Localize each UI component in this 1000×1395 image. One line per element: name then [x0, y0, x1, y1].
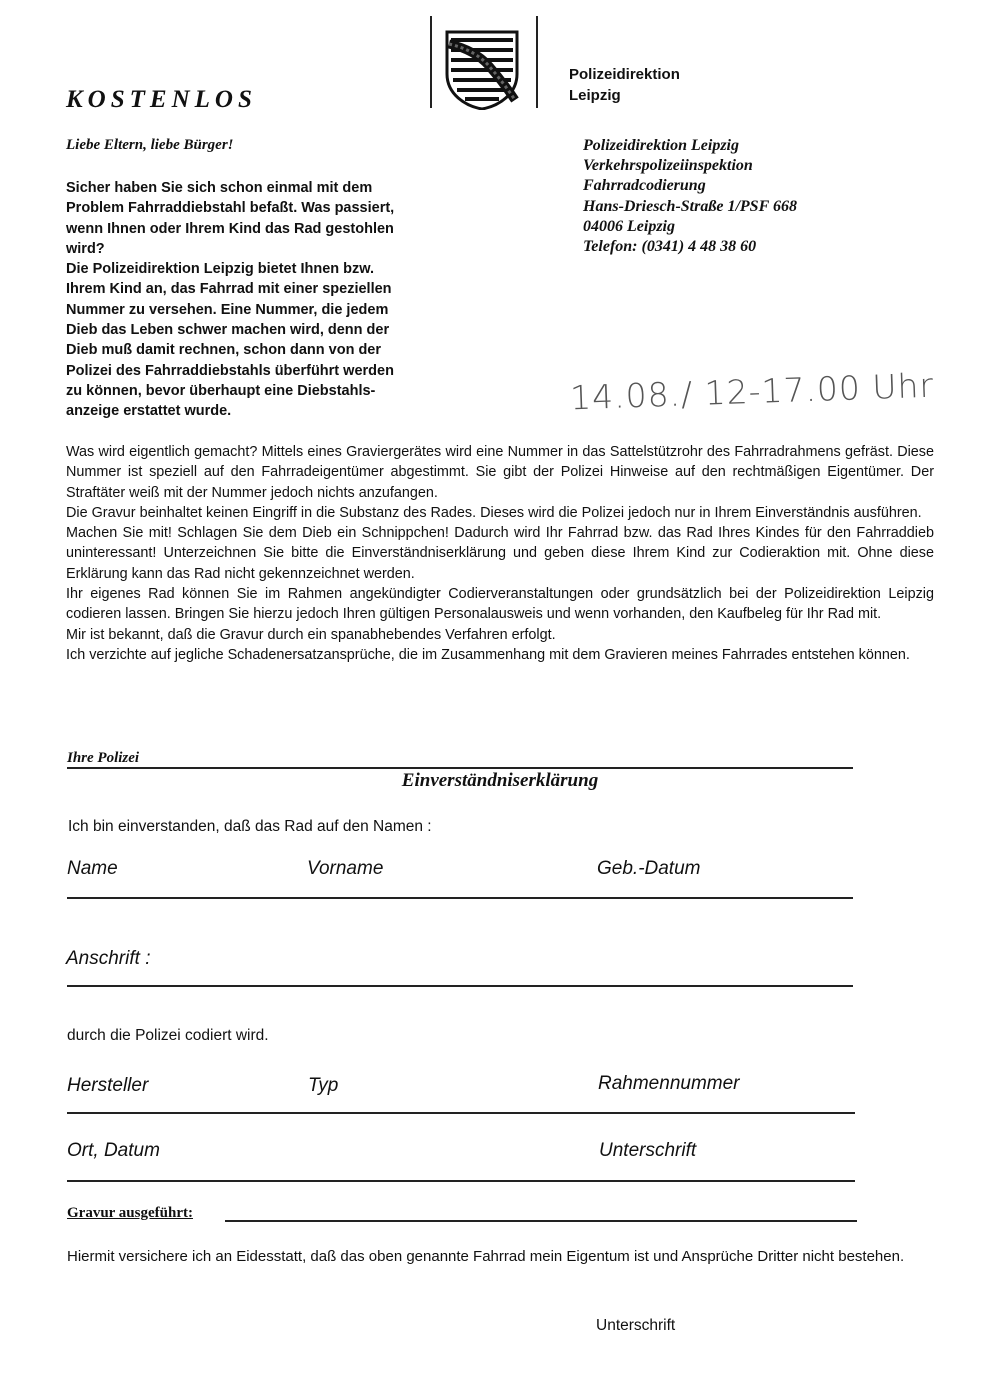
form-title: Einverständniserklärung — [401, 770, 599, 791]
body-paragraph: Ich verzichte auf jegliche Schadenersatzansprüche, die im Zusammenhang mit dem Gravieren meines Fahrrades entstehen können. — [66, 646, 910, 663]
authority-short-name — [569, 64, 680, 106]
intro-line: anzeige erstattet wurde. — [66, 403, 232, 420]
oath-text: Hiermit versichere ich an Eidesstatt, daß das oben genannte Fahrrad mein Eigentum ist und Ansprüche Dritter nicht bestehen. — [67, 1248, 905, 1265]
intro-line: Polizei des Fahrraddiebstahls überführt werden — [66, 362, 394, 379]
address-line: 04006 Leipzig — [583, 217, 675, 235]
frame-number-label: Rahmennummer — [598, 1073, 740, 1094]
body-paragraph: Machen Sie mit! Schlagen Sie dem Dieb ein Schnippchen! Dadurch wird Ihr Fahrrad bzw. das Rad Ihres Kindes für den Fahrraddieb uninteressant! Unterzeichnen Sie bitte die Einverständniserklärung und geben diese Ihrem Kind zur Codieraktion mit. Ohne diese Erklärung kann das Rad nicht gekennzeichnet werden. — [66, 525, 934, 582]
handwritten-note: 14.08./ 12-17.00 Uhr — [569, 365, 935, 418]
address-label: Anschrift : — [66, 948, 151, 969]
signoff-rule — [67, 767, 853, 769]
greeting: Liebe Eltern, liebe Bürger! — [66, 137, 234, 153]
header-divider-right — [536, 16, 538, 108]
intro-line: Problem Fahrraddiebstahl befaßt. Was passiert, — [66, 200, 395, 217]
body-paragraph: Was wird eigentlich gemacht? Mittels eines Graviergerätes wird eine Nummer in das Sattelstützrohr des Fahrradrahmens gefräst. Diese Nummer ist speziell auf den Fahrradeigentümer abgestimmt. Sie gibt der Polizei Hinweise auf den rechtmäßigen Eigentümer. Der Straftäter weiß mit der Nummer jedoch nichts anzufangen. — [66, 444, 934, 501]
address-line: Fahrradcodierung — [583, 177, 706, 195]
intro-line: Dieb muß damit rechnen, schon dann von der — [66, 342, 382, 359]
place-date-label: Ort, Datum — [67, 1140, 160, 1161]
intro-line: wird? — [66, 240, 105, 257]
name-field[interactable] — [67, 897, 853, 899]
intro-line: Sicher haben Sie sich schon einmal mit dem — [66, 180, 373, 196]
address-line: Telefon: (0341) 4 48 38 60 — [583, 238, 757, 256]
type-label: Typ — [308, 1075, 339, 1096]
final-signature-label: Unterschrift — [596, 1317, 676, 1334]
body-paragraph: Die Gravur beinhaltet keinen Eingriff in die Substanz des Rades. Dieses wird die Polizei jedoch nur in Ihrem Einverständnis ausführen. — [66, 504, 922, 521]
authority-city: Leipzig — [569, 87, 621, 104]
address-line: Verkehrspolizeiinspektion — [583, 157, 753, 175]
signoff: Ihre Polizei — [67, 750, 140, 766]
consent-intro: Ich bin einverstanden, daß das Rad auf den Namen : — [68, 818, 432, 835]
bike-details-field[interactable] — [67, 1112, 855, 1114]
intro-line: Die Polizeidirektion Leipzig bietet Ihnen bzw. — [66, 261, 375, 278]
manufacturer-label: Hersteller — [67, 1075, 149, 1096]
engraving-done-label: Gravur ausgeführt: — [67, 1205, 193, 1221]
address-block — [583, 136, 797, 257]
address-field[interactable] — [67, 985, 853, 987]
engraving-field[interactable] — [225, 1220, 857, 1222]
intro-line: wenn Ihnen oder Ihrem Kind das Rad gestohlen — [66, 220, 394, 237]
vorname-label: Vorname — [307, 858, 384, 879]
intro-line: Dieb das Leben schwer machen wird, denn der — [66, 322, 390, 339]
authority-line: Polizeidirektion — [569, 66, 680, 83]
intro-line: Ihrem Kind an, das Fahrrad mit einer speziellen — [66, 281, 392, 298]
intro-text — [66, 178, 466, 422]
coded-by-text: durch die Polizei codiert wird. — [67, 1027, 269, 1044]
dob-label: Geb.-Datum — [597, 858, 701, 879]
saxony-coat-of-arms-icon — [445, 30, 519, 110]
intro-line: Nummer zu versehen. Eine Nummer, die jedem — [66, 301, 389, 318]
signature-label: Unterschrift — [599, 1140, 697, 1161]
signature-field[interactable] — [67, 1180, 855, 1182]
header-divider-left — [430, 16, 432, 108]
body-paragraph: Ihr eigenes Rad können Sie im Rahmen angekündigter Codierveranstaltungen oder grundsätzlich bei der Polizeidirektion Leipzig codieren lassen. Bringen Sie hierzu jedoch Ihren gültigen Personalausweis und wenn vorhanden, den Kaufbeleg für Ihr Rad mit. — [66, 586, 934, 623]
name-label: Name — [67, 858, 118, 879]
body-text — [66, 442, 934, 665]
free-label: KOSTENLOS — [66, 86, 257, 113]
body-paragraph: Mir ist bekannt, daß die Gravur durch ein spanabhebendes Verfahren erfolgt. — [66, 626, 556, 643]
intro-line: zu können, bevor überhaupt eine Diebstahls- — [66, 382, 376, 399]
address-line: Polizeidirektion Leipzig — [583, 137, 739, 154]
address-line: Hans-Driesch-Straße 1/PSF 668 — [583, 197, 797, 215]
